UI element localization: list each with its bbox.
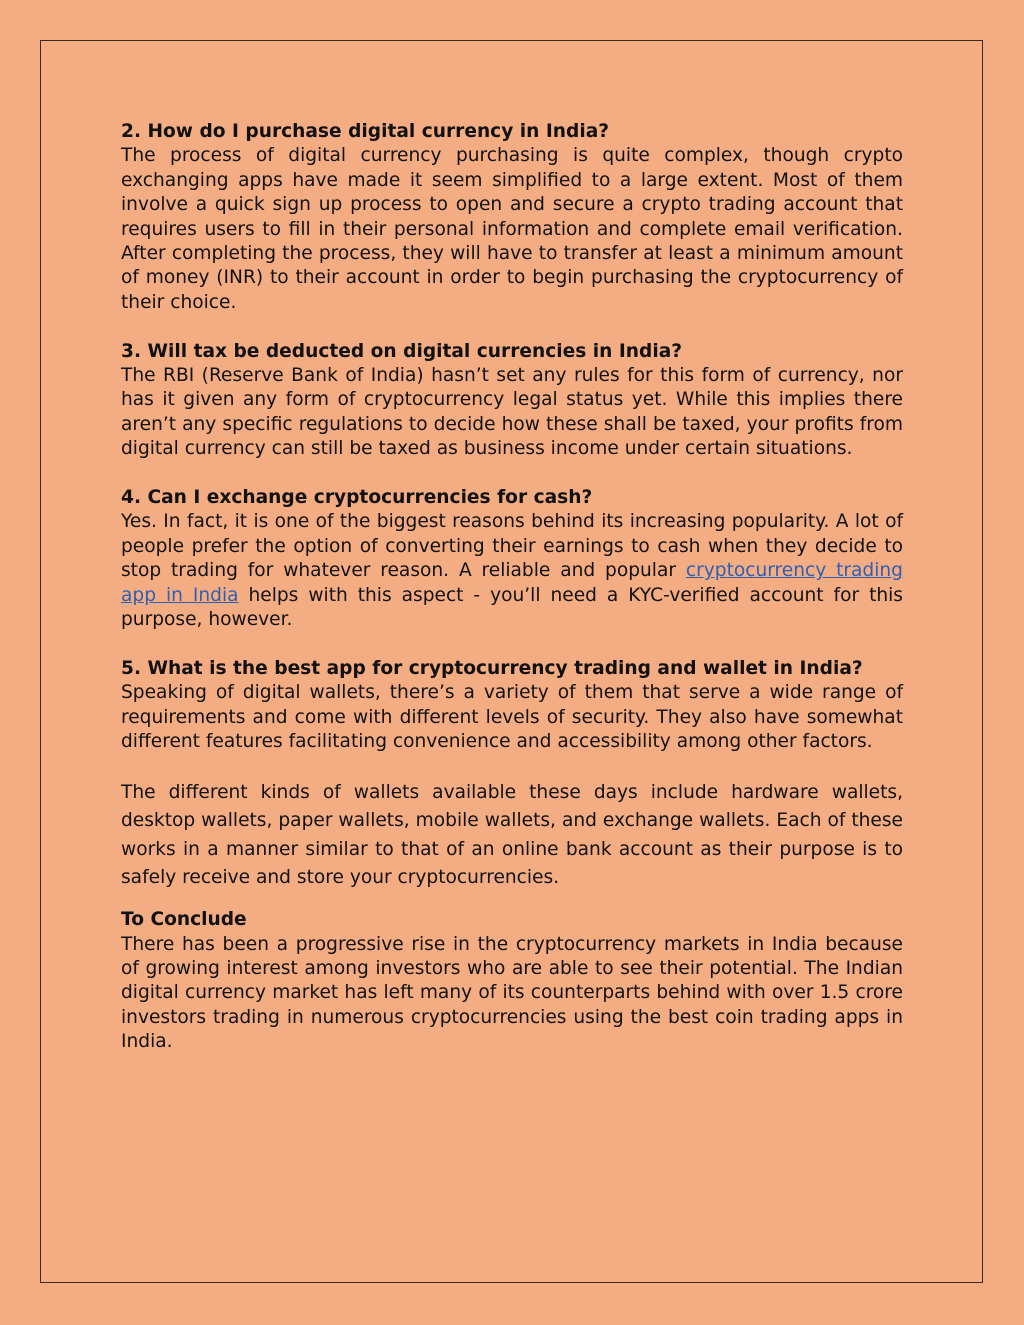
section-heading: 5. What is the best app for cryptocurrency trading and wallet in India?: [121, 657, 863, 679]
section-heading: 2. How do I purchase digital currency in India?: [121, 121, 610, 142]
section-body: The process of digital currency purchasing is quite complex, though crypto exchanging apps have made it seem simplified to a large extent. Most of them involve a quick sign up process to open and secure a crypto trading account that requires users to fill in their personal information and complete email verification. After completing the process, they will have to transfer at least a minimum amount of money (INR) to their account in order to begin purchasing the cryptocurrency of their choice.: [121, 145, 903, 313]
document-content: [121, 120, 903, 1079]
body-text-before-link: Yes. In fact, it is one of the biggest reasons behind its increasing popularity. A lot of people prefer the option of converting their earnings to cash when they decide to stop trading for whatever reason. A reliable and popular: [121, 511, 903, 582]
faq-section-5-continued: [121, 779, 903, 892]
crypto-app-link[interactable]: cryptocurrency trading app in India: [121, 560, 903, 606]
faq-section-2: [121, 120, 903, 315]
faq-section-3: [121, 340, 903, 462]
section-heading: To Conclude: [121, 909, 247, 931]
body-text-after-link: helps with this aspect - you’ll need a KYC-verified account for this purpose, however.: [121, 584, 903, 631]
section-body: [121, 510, 903, 632]
conclusion-section: [121, 908, 903, 1054]
section-body: The different kinds of wallets available these days include hardware wallets, desktop wallets, paper wallets, mobile wallets, and exchange wallets. Each of these works in a manner similar to that of an online bank account as their purpose is to safely receive and store your cryptocurrencies.: [121, 781, 903, 888]
section-body: Speaking of digital wallets, there’s a variety of them that serve a wide range of requirements and come with different levels of security. They also have somewhat different features facilitating convenience and accessibility among other factors.: [121, 682, 903, 753]
faq-section-4: [121, 486, 903, 632]
section-body: There has been a progressive rise in the cryptocurrency markets in India because of growing interest among investors who are able to see their potential. The Indian digital currency market has left many of its counterparts behind with over 1.5 crore investors trading in numerous cryptocurrencies using the best coin trading apps in India.: [121, 933, 903, 1053]
section-heading: 4. Can I exchange cryptocurrencies for cash?: [121, 487, 593, 509]
section-body: The RBI (Reserve Bank of India) hasn’t set any rules for this form of currency, nor has it given any form of cryptocurrency legal status yet. While this implies there aren’t any specific regulations to decide how these shall be taxed, your profits from digital currency can still be taxed as business income under certain situations.: [121, 365, 903, 460]
faq-section-5: [121, 657, 903, 755]
section-heading: 3. Will tax be deducted on digital currencies in India?: [121, 340, 683, 362]
